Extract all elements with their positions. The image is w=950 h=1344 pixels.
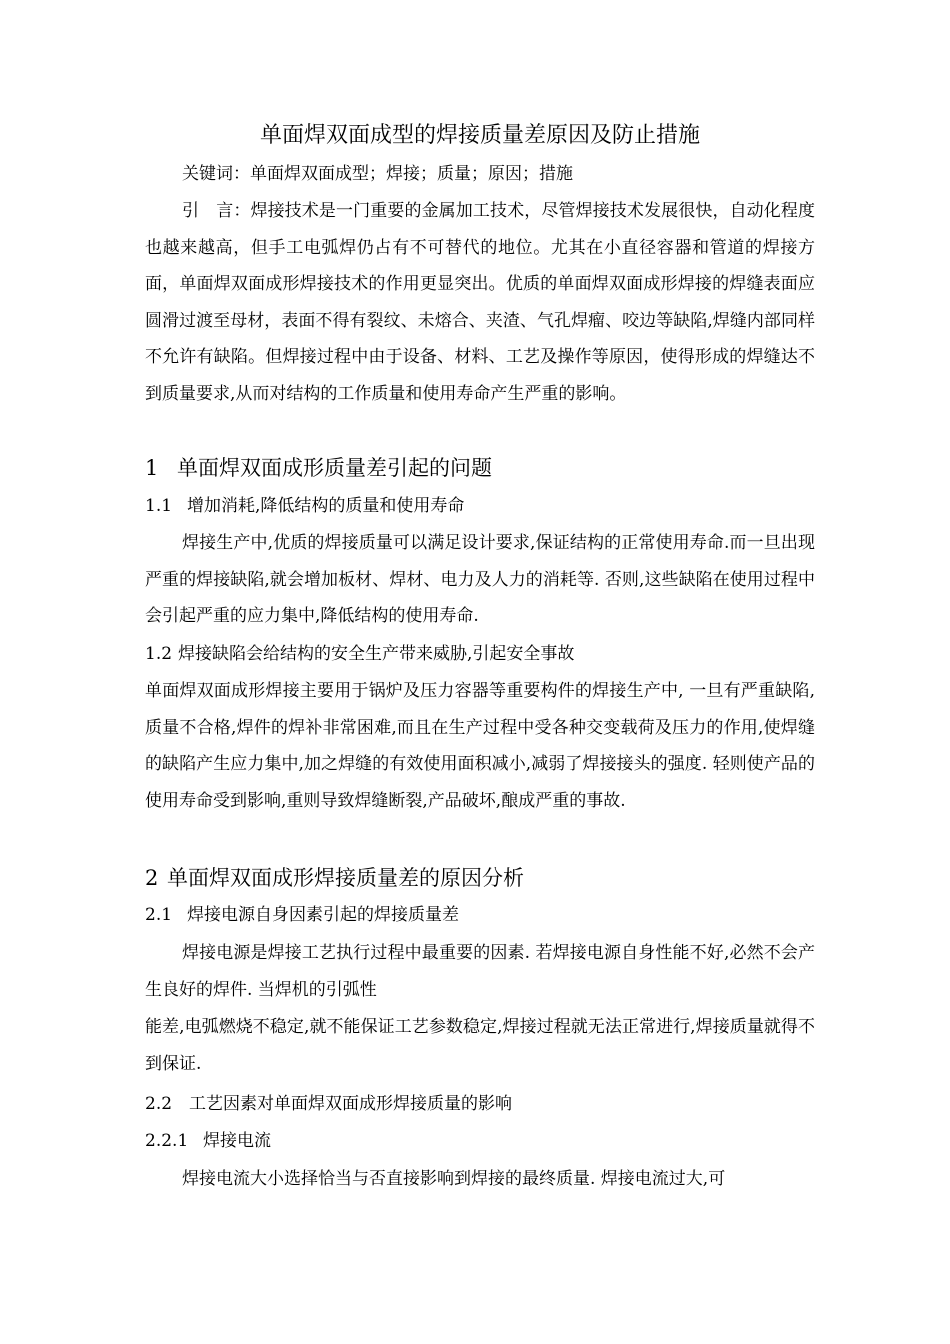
section-title: 单面焊双面成形焊接质量差的原因分析 [167,866,524,890]
section-1-2-paragraph: 单面焊双面成形焊接主要用于锅炉及压力容器等重要构件的焊接生产中, 一旦有严重缺陷,质量不合格,焊件的焊补非常困难,而且在生产过程中受各种交变载荷及压力的作用,使焊缝的缺陷产生应力集中,加之焊缝的有效使用面积减小,减弱了焊接接头的强度. 轻则使产品的使用寿命受到影响,重则导致焊缝断裂,产品破坏,酿成严重的事故. [145,681,815,811]
intro-paragraph [145,193,815,412]
intro-label: 引 言： [182,201,251,221]
section-2-2-heading [145,1089,815,1119]
section-title: 单面焊双面成形质量差引起的问题 [177,456,492,480]
section-1-1-paragraph: 焊接生产中,优质的焊接质量可以满足设计要求,保证结构的正常使用寿命.而一旦出现严重的焊接缺陷,就会增加板材、焊材、电力及人力的消耗等. 否则,这些缺陷在使用过程中会引起严重的应力集中,降低结构的使用寿命. [145,533,815,626]
intro-text: 焊接技术是一门重要的金属加工技术，尽管焊接技术发展很快，自动化程度也越来越高，但手工电弧焊仍占有不可替代的地位。尤其在小直径容器和管道的焊接方面，单面焊双面成形焊接技术的作用更显突出。优质的单面焊双面成形焊接的焊缝表面应圆滑过渡至母材，表面不得有裂纹、未熔合、夹渣、气孔焊瘤、咬边等缺陷,焊缝内部同样不允许有缺陷。但焊接过程中由于设备、材料、工艺及操作等原因，使得形成的焊缝达不到质量要求,从而对结构的工作质量和使用寿命产生严重的影响。 [145,201,816,404]
keywords-line: 关键词：单面焊双面成型；焊接；质量；原因；措施 [182,164,573,184]
section-title: 增加消耗,降低结构的质量和使用寿命 [187,496,465,516]
section-title: 焊接电流 [203,1131,271,1151]
section-2-1-heading [145,900,815,930]
section-number: 1.2 [145,644,173,664]
section-number: 1 [145,456,159,480]
section-title: 焊接电源自身因素引起的焊接质量差 [187,905,459,925]
section-2-heading [145,861,815,895]
section-1-1-heading [145,491,815,521]
section-2-1-paragraph-b: 能差,电弧燃烧不稳定,就不能保证工艺参数稳定,焊接过程就无法正常进行,焊接质量就得不到保证. [145,1017,815,1074]
section-2-2-1-paragraph: 焊接电流大小选择恰当与否直接影响到焊接的最终质量. 焊接电流过大,可 [182,1169,726,1189]
section-2-2-1-heading [145,1126,815,1156]
section-number: 1.1 [145,496,173,516]
section-number: 2.2.1 [145,1131,189,1151]
section-number: 2 [145,866,159,890]
section-2-1-paragraph-a: 焊接电源是焊接工艺执行过程中最重要的因素. 若焊接电源自身性能不好,必然不会产生良好的焊件. 当焊机的引弧性 [145,943,815,1000]
document-title: 单面焊双面成型的焊接质量差原因及防止措施 [259,123,700,148]
section-1-2-heading [145,639,815,669]
section-1-heading [145,451,815,485]
section-title: 焊接缺陷会给结构的安全生产带来威胁,引起安全事故 [178,644,575,664]
section-number: 2.1 [145,905,173,925]
section-title: 工艺因素对单面焊双面成形焊接质量的影响 [189,1094,512,1114]
section-number: 2.2 [145,1094,173,1114]
